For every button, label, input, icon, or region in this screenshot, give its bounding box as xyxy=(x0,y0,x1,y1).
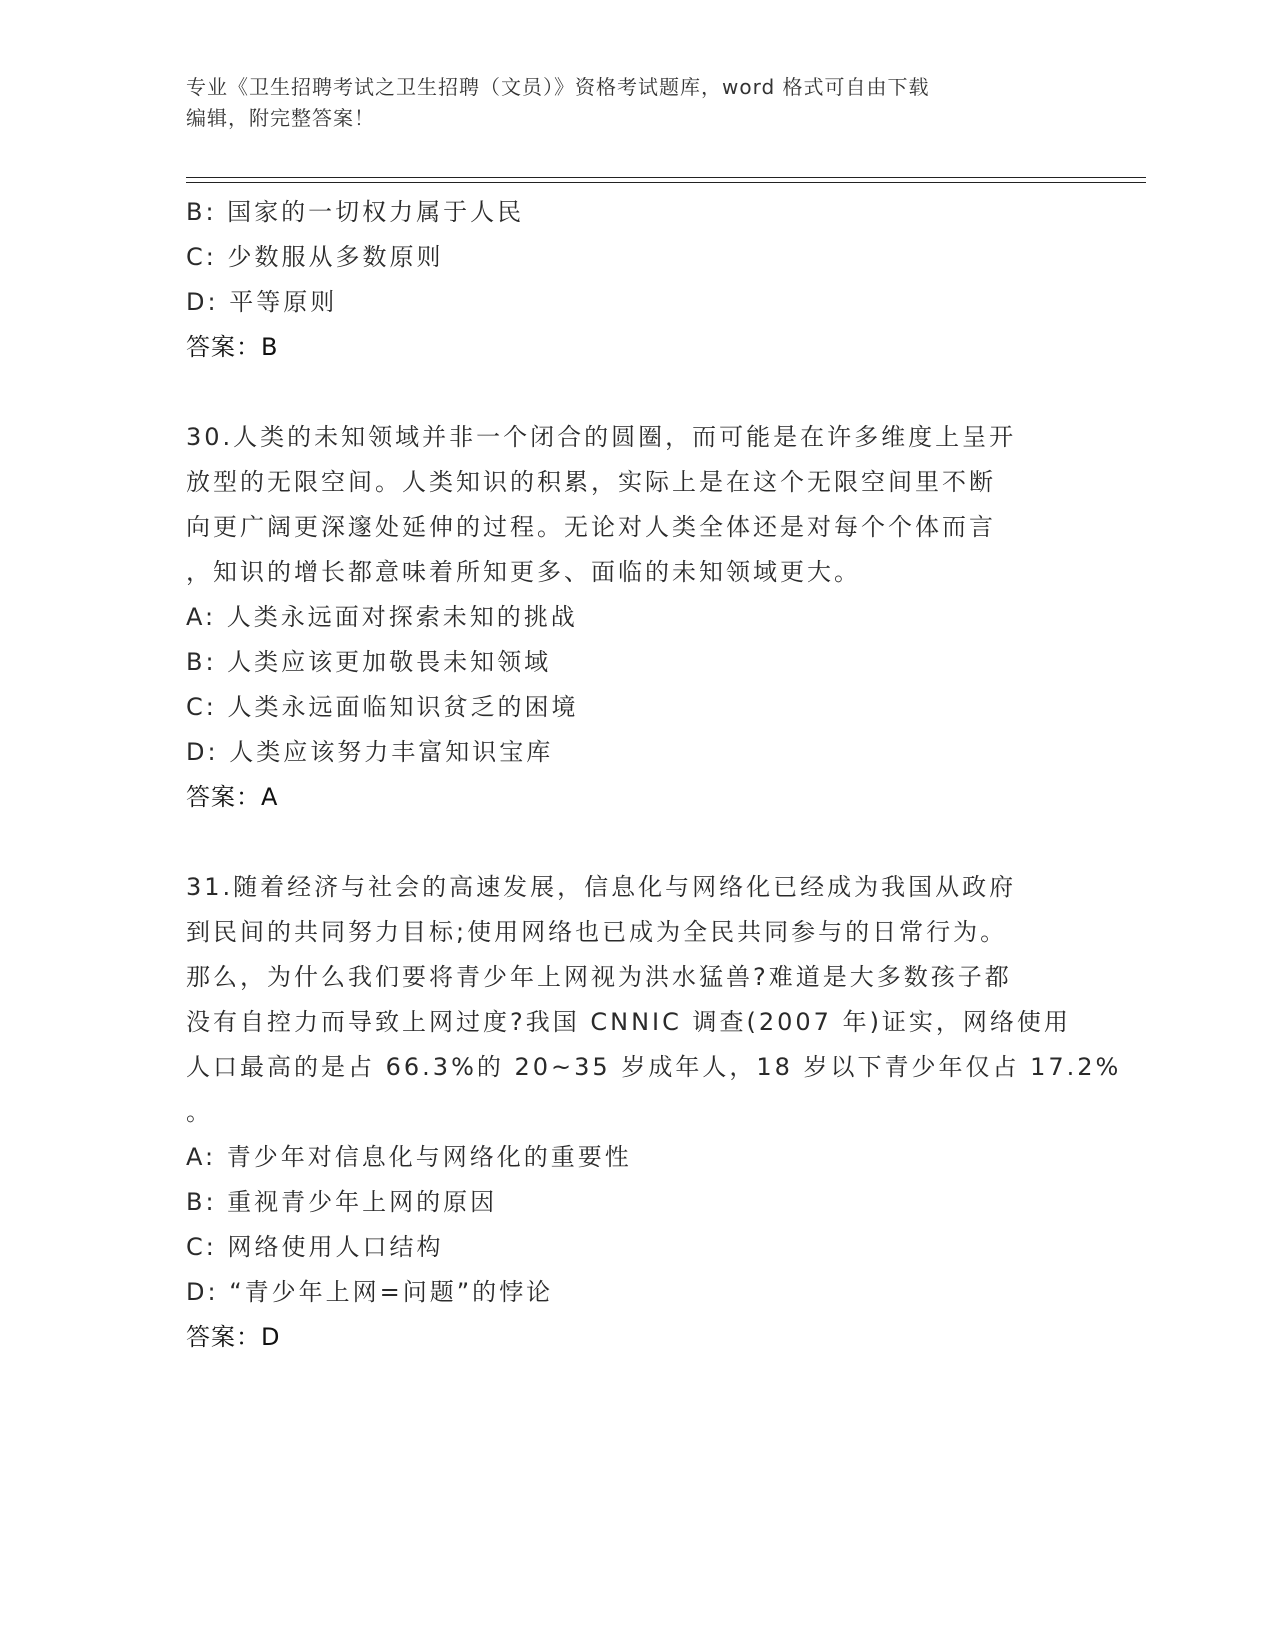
q31-stem-line: 。 xyxy=(186,1098,213,1126)
q30-option-c: C: 人类永远面临知识贫乏的困境 xyxy=(186,693,579,721)
q29-option-c: C: 少数服从多数原则 xyxy=(186,243,444,271)
q31-answer: 答案：D xyxy=(186,1323,281,1351)
q30-option-a: A: 人类永远面对探索未知的挑战 xyxy=(186,603,578,631)
q30-option-b: B: 人类应该更加敬畏未知领域 xyxy=(186,648,552,676)
header-line-1: 专业《卫生招聘考试之卫生招聘（文员）》资格考试题库，word 格式可自由下载 xyxy=(186,75,930,99)
q31-stem-line: 没有自控力而导致上网过度?我国 CNNIC 调查(2007 年)证实，网络使用 xyxy=(186,1008,1071,1036)
q30-stem-line: 30.人类的未知领域并非一个闭合的圆圈，而可能是在许多维度上呈开 xyxy=(186,423,1017,451)
q30-stem xyxy=(186,415,1086,595)
q30-stem-line: 放型的无限空间。人类知识的积累，实际上是在这个无限空间里不断 xyxy=(186,468,996,496)
q30-stem-line: ，知识的增长都意味着所知更多、面临的未知领域更大。 xyxy=(186,558,861,586)
header-line-2: 编辑，附完整答案！ xyxy=(186,106,375,130)
q31-option-b: B: 重视青少年上网的原因 xyxy=(186,1188,498,1216)
q31-stem xyxy=(186,865,1122,1135)
question-content xyxy=(186,190,1122,1360)
header-divider-bottom xyxy=(186,182,1146,183)
question-31 xyxy=(186,865,1122,1360)
question-30 xyxy=(186,415,1086,820)
q30-stem-line: 向更广阔更深邃处延伸的过程。无论对人类全体还是对每个个体而言 xyxy=(186,513,996,541)
q31-stem-line: 31.随着经济与社会的高速发展，信息化与网络化已经成为我国从政府 xyxy=(186,873,1017,901)
q31-option-c: C: 网络使用人口结构 xyxy=(186,1233,444,1261)
document-header xyxy=(186,72,1066,134)
q31-option-d: D: “青少年上网=问题”的悖论 xyxy=(186,1278,554,1306)
q29-option-d: D: 平等原则 xyxy=(186,288,338,316)
q31-stem-line: 那么，为什么我们要将青少年上网视为洪水猛兽?难道是大多数孩子都 xyxy=(186,963,1012,991)
header-divider-top xyxy=(186,177,1146,178)
q30-answer: 答案：A xyxy=(186,783,279,811)
q29-answer: 答案：B xyxy=(186,333,279,361)
q31-stem-line: 到民间的共同努力目标;使用网络也已成为全民共同参与的日常行为。 xyxy=(186,918,1008,946)
q31-option-a: A: 青少年对信息化与网络化的重要性 xyxy=(186,1143,632,1171)
q30-option-d: D: 人类应该努力丰富知识宝库 xyxy=(186,738,554,766)
q29-option-b: B: 国家的一切权力属于人民 xyxy=(186,198,525,226)
question-29 xyxy=(186,190,1086,370)
q31-stem-line: 人口最高的是占 66.3%的 20~35 岁成年人，18 岁以下青少年仅占 17.2% xyxy=(186,1053,1122,1081)
